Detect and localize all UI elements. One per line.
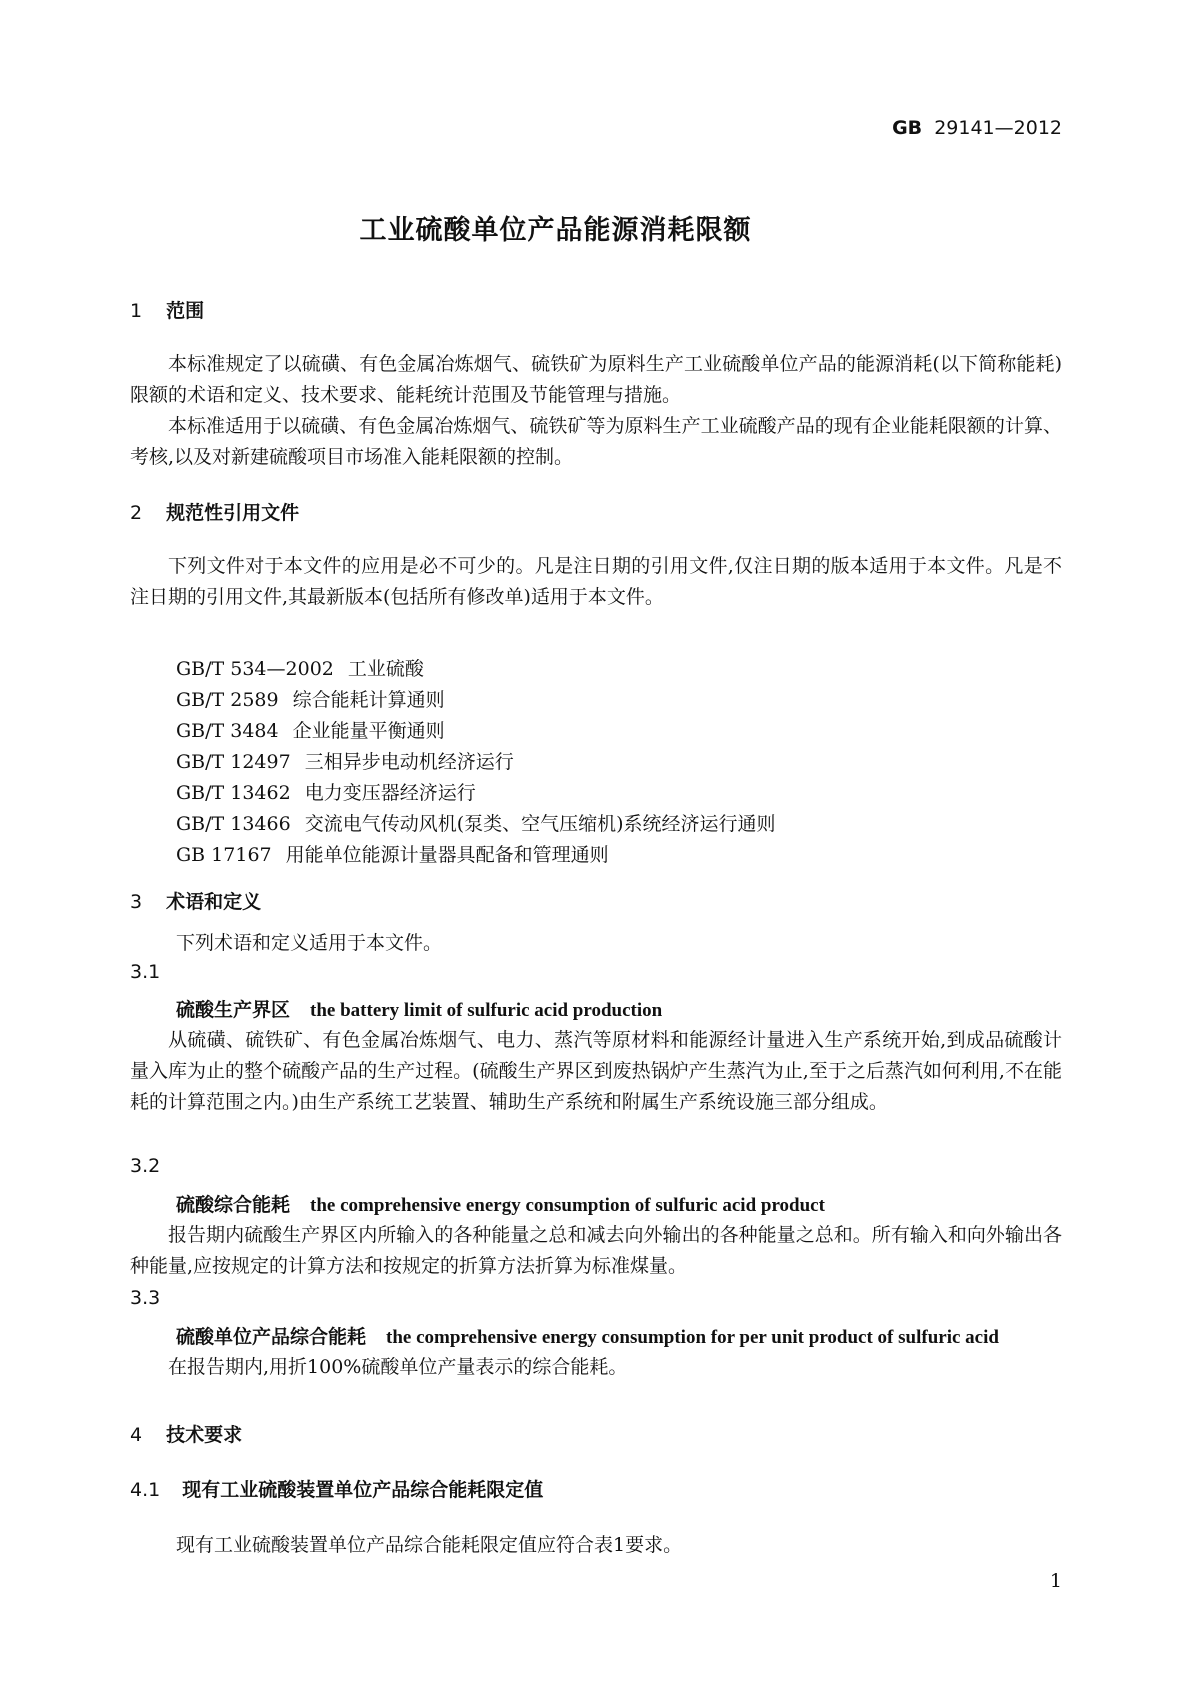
section-title: 范围	[166, 300, 205, 322]
section-4-heading	[130, 1420, 242, 1447]
page-title: 工业硫酸单位产品能源消耗限额	[359, 215, 752, 246]
subsection-title: 现有工业硫酸装置单位产品综合能耗限定值	[182, 1479, 544, 1501]
section-3-heading	[130, 887, 261, 914]
term-chinese: 硫酸单位产品综合能耗	[176, 1326, 367, 1348]
reference-name: 用能单位能源计量器具配备和管理通则	[285, 844, 609, 866]
reference-code: GB 17167	[176, 844, 272, 866]
term-english: the comprehensive energy consumption for per unit product of sulfuric acid	[386, 1327, 999, 1348]
reference-name: 工业硫酸	[347, 658, 424, 680]
term-definition: 从硫磺、硫铁矿、有色金属冶炼烟气、电力、蒸汽等原材料和能源经计量进入生产系统开始,到成品硫酸计量入库为止的整个硫酸产品的生产过程。(硫酸生产界区到废热锅炉产生蒸汽为止,至于之后蒸汽如何利用,不在能耗的计算范围之内。)由生产系统工艺装置、辅助生产系统和附属生产系统设施三部分组成。	[130, 1029, 1062, 1113]
section-title: 技术要求	[166, 1424, 243, 1446]
standard-number	[892, 117, 1062, 139]
section-title: 规范性引用文件	[166, 502, 300, 524]
term-heading	[176, 1190, 825, 1217]
section-3-intro: 下列术语和定义适用于本文件。	[176, 932, 443, 954]
reference-code: GB/T 13462	[176, 782, 291, 804]
section-number: 3	[130, 891, 143, 913]
reference-name: 三相异步电动机经济运行	[304, 751, 514, 773]
reference-name: 综合能耗计算通则	[292, 689, 445, 711]
subsection-4-1-paragraph: 现有工业硫酸装置单位产品综合能耗限定值应符合表1要求。	[176, 1534, 683, 1556]
reference-name: 企业能量平衡通则	[292, 720, 445, 742]
section-2-heading	[130, 498, 299, 525]
section-1-heading	[130, 296, 204, 323]
reference-code: GB/T 13466	[176, 813, 291, 835]
page-number: 1	[1049, 1570, 1062, 1592]
reference-name: 电力变压器经济运行	[304, 782, 476, 804]
term-english: the comprehensive energy consumption of sulfuric acid product	[310, 1195, 825, 1216]
list-item	[176, 685, 776, 716]
section-number: 2	[130, 502, 143, 524]
subsection-number: 4.1	[130, 1479, 161, 1501]
list-item	[176, 654, 776, 685]
standard-code: 29141—2012	[934, 117, 1062, 139]
list-item	[176, 809, 776, 840]
section-1-paragraph-2: 本标准适用于以硫磺、有色金属冶炼烟气、硫铁矿等为原料生产工业硫酸产品的现有企业能耗限额的计算、考核,以及对新建硫酸项目市场准入能耗限额的控制。	[130, 415, 1062, 468]
section-title: 术语和定义	[166, 891, 262, 913]
term-chinese: 硫酸生产界区	[176, 999, 291, 1021]
section-2-paragraph-1: 下列文件对于本文件的应用是必不可少的。凡是注日期的引用文件,仅注日期的版本适用于本文件。凡是不注日期的引用文件,其最新版本(包括所有修改单)适用于本文件。	[130, 555, 1062, 608]
term-number: 3.3	[130, 1287, 161, 1309]
reference-code: GB/T 12497	[176, 751, 291, 773]
term-english: the battery limit of sulfuric acid production	[310, 1000, 663, 1021]
normative-references-list	[176, 654, 776, 871]
term-definition: 在报告期内,用折100%硫酸单位产量表示的综合能耗。	[168, 1356, 628, 1378]
reference-code: GB/T 3484	[176, 720, 279, 742]
section-number: 1	[130, 300, 143, 322]
term-number: 3.1	[130, 961, 161, 983]
term-heading	[176, 995, 662, 1022]
term-definition: 报告期内硫酸生产界区内所输入的各种能量之总和减去向外输出的各种能量之总和。所有输入和向外输出各种能量,应按规定的计算方法和按规定的折算方法折算为标准煤量。	[130, 1224, 1062, 1277]
reference-code: GB/T 534—2002	[176, 658, 334, 680]
term-chinese: 硫酸综合能耗	[176, 1194, 291, 1216]
subsection-4-1-heading	[130, 1475, 543, 1502]
reference-code: GB/T 2589	[176, 689, 279, 711]
standard-prefix: GB	[892, 117, 923, 139]
list-item	[176, 747, 776, 778]
term-number: 3.2	[130, 1155, 161, 1177]
term-heading	[176, 1322, 999, 1349]
list-item	[176, 778, 776, 809]
section-number: 4	[130, 1424, 143, 1446]
section-1-paragraph-1: 本标准规定了以硫磺、有色金属冶炼烟气、硫铁矿为原料生产工业硫酸单位产品的能源消耗(以下简称能耗)限额的术语和定义、技术要求、能耗统计范围及节能管理与措施。	[130, 353, 1062, 406]
reference-name: 交流电气传动风机(泵类、空气压缩机)系统经济运行通则	[304, 813, 776, 835]
list-item	[176, 716, 776, 747]
list-item	[176, 840, 776, 871]
